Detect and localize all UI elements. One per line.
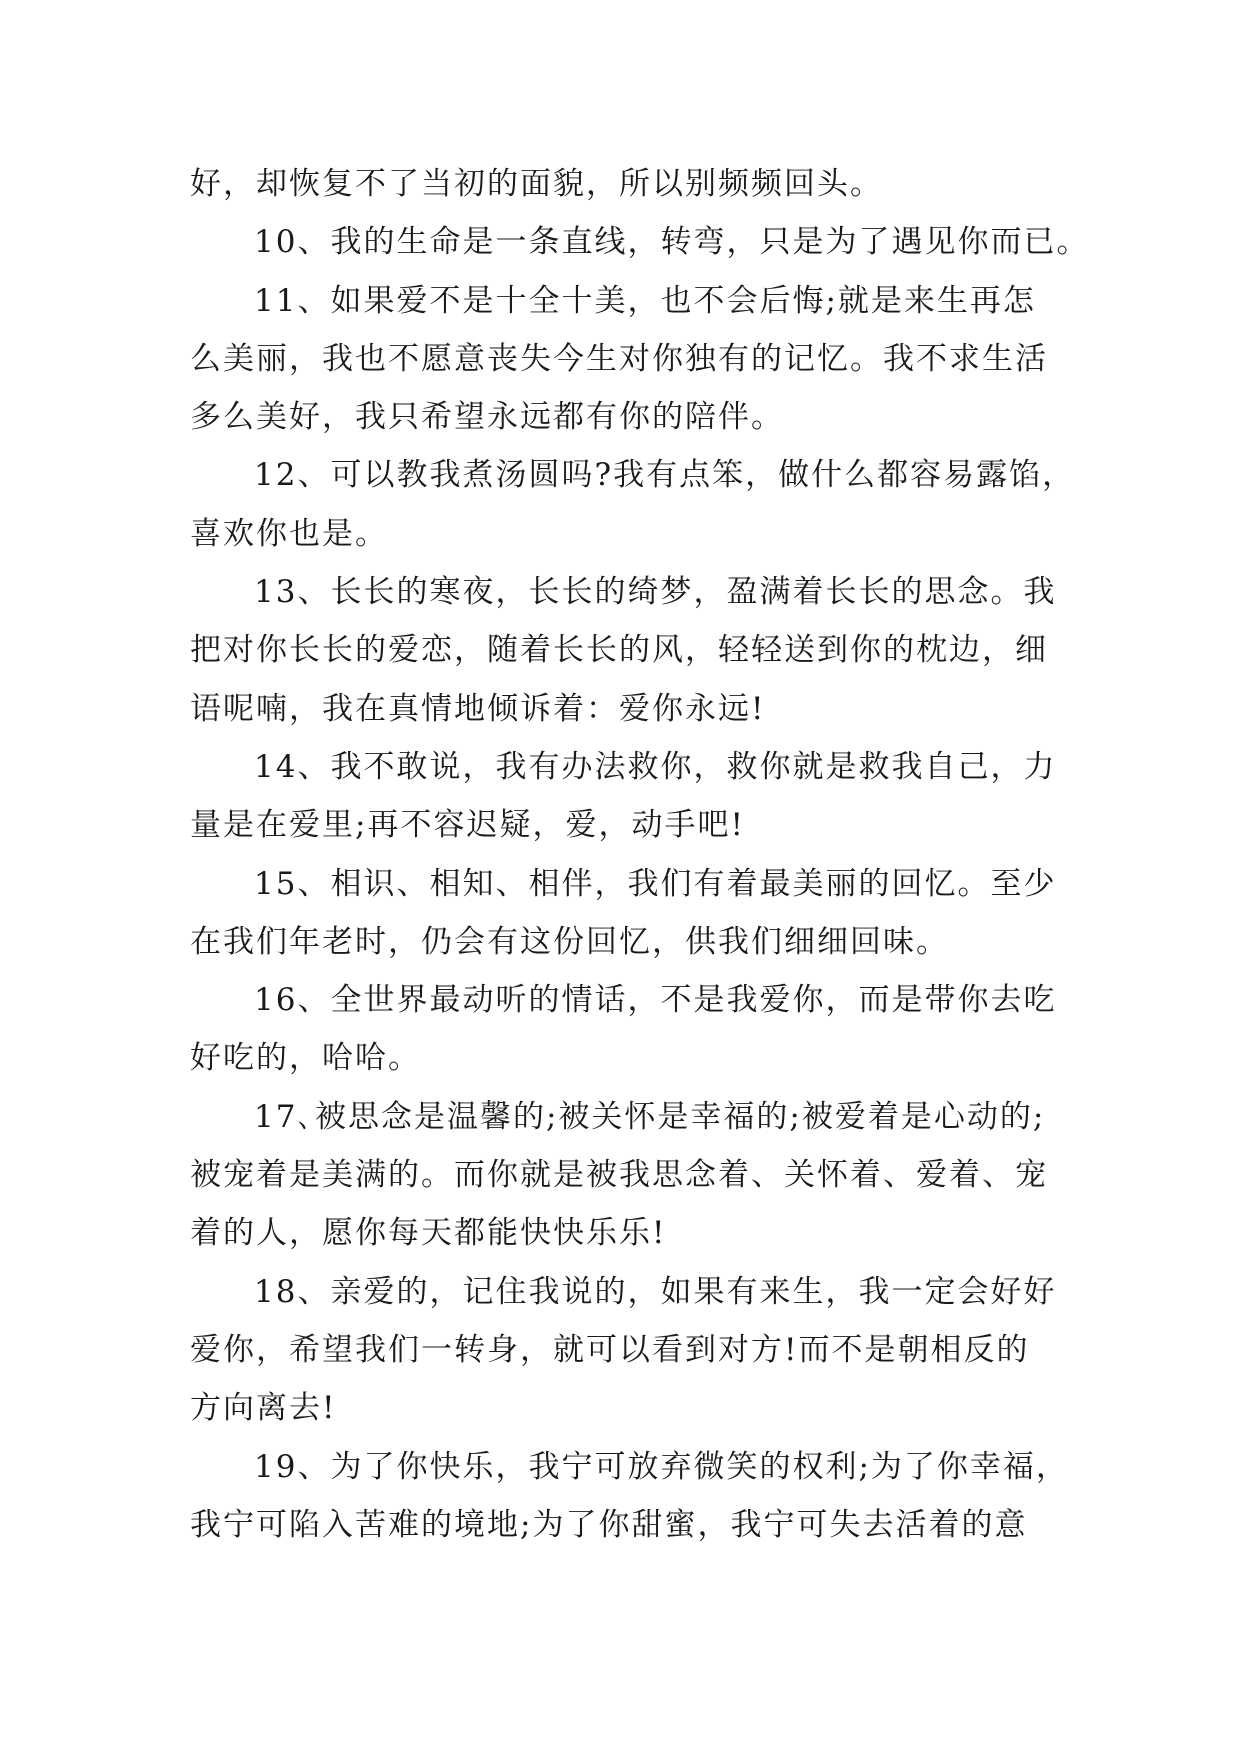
text-line: 语呢喃，我在真情地倾诉着：爱你永远! (190, 690, 766, 727)
text-line: 15、相识、相知、相伴，我们有着最美丽的回忆。至少 (254, 865, 1057, 902)
text-line: 18、亲爱的，记住我说的，如果有来生，我一定会好好 (254, 1273, 1057, 1310)
document-body (190, 155, 1090, 1554)
text-line: 好吃的，哈哈。 (190, 1040, 421, 1077)
text-line: 把对你长长的爱恋，随着长长的风，轻轻送到你的枕边，细 (190, 632, 1048, 669)
text-line: 11、如果爱不是十全十美，也不会后悔;就是来生再怎 (254, 282, 1036, 319)
text-line: 方向离去! (190, 1390, 337, 1427)
text-line: 量是在爱里;再不容迟疑，爱，动手吧! (190, 807, 745, 844)
text-line: 爱你，希望我们一转身，就可以看到对方!而不是朝相反的 (190, 1331, 1030, 1368)
text-line: 多么美好，我只希望永远都有你的陪伴。 (190, 399, 784, 436)
text-line: 16、全世界最动听的情话，不是我爱你，而是带你去吃 (254, 982, 1057, 1019)
text-line: 在我们年老时，仍会有这份回忆，供我们细细回味。 (190, 923, 949, 960)
text-line: 13、长长的寒夜，长长的绮梦，盈满着长长的思念。我 (254, 574, 1057, 611)
text-line: 喜欢你也是。 (190, 515, 388, 552)
text-line: 着的人，愿你每天都能快快乐乐! (190, 1215, 667, 1252)
text-line: 被宠着是美满的。而你就是被我思念着、关怀着、爱着、宠 (190, 1157, 1048, 1194)
text-line: 19、为了你快乐，我宁可放弃微笑的权利;为了你幸福， (254, 1448, 1069, 1485)
text-line: 10、我的生命是一条直线，转弯，只是为了遇见你而已。 (254, 224, 1090, 261)
text-line: 么美丽，我也不愿意丧失今生对你独有的记忆。我不求生活 (190, 340, 1048, 377)
text-line: 17､被思念是温馨的;被关怀是幸福的;被爱着是心动的; (254, 1098, 1046, 1135)
text-line: 我宁可陷入苦难的境地;为了你甜蜜，我宁可失去活着的意 (190, 1506, 1028, 1543)
text-line: 好，却恢复不了当初的面貌，所以别频频回头。 (190, 166, 883, 202)
text-line: 12、可以教我煮汤圆吗?我有点笨，做什么都容易露馅， (254, 457, 1076, 494)
text-line: 14、我不敢说，我有办法救你，救你就是救我自己，力 (254, 748, 1057, 785)
